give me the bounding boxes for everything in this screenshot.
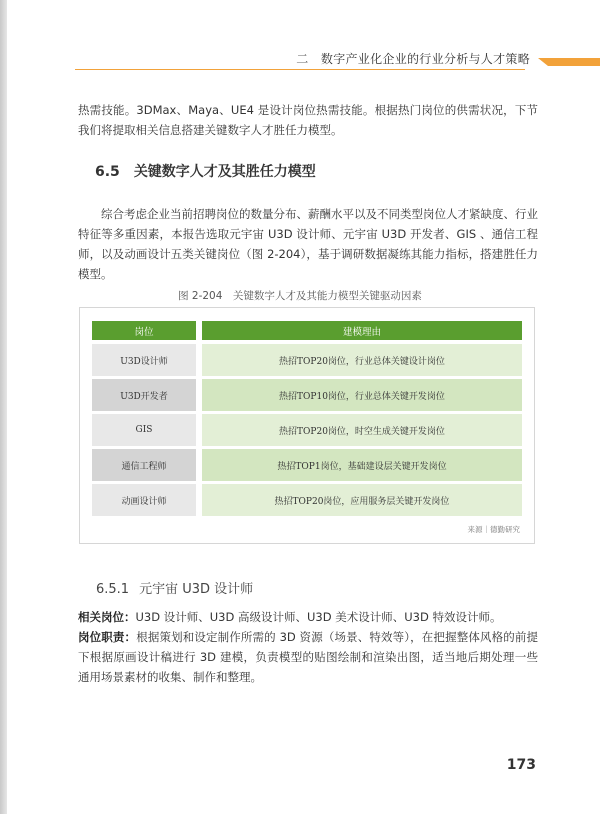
related-text: U3D 设计师、U3D 高级设计师、U3D 美术设计师、U3D 特效设计师。 (135, 610, 502, 624)
table-row-reason: 热招TOP20岗位，应用服务层关键开发岗位 (202, 484, 522, 516)
table-header-position: 岗位 (92, 321, 196, 340)
table-row-reason: 热招TOP20岗位，时空生成关键开发岗位 (202, 414, 522, 446)
duties-text: 根据策划和设定制作所需的 3D 资源（场景、特效等），在把握整体风格的前提下根据原画设计稿进行 3D 建模，负责模型的贴图绘制和渲染出图，适当地后期处理一些通用场景素材的收集、制作和整理。 (78, 630, 539, 684)
table-header-reason: 建模理由 (202, 321, 522, 340)
duties-label: 岗位职责： (78, 630, 137, 644)
table-row-reason: 热招TOP20岗位，行业总体关键设计岗位 (202, 344, 522, 376)
table-row-position: U3D设计师 (92, 344, 196, 376)
intro-paragraph: 热需技能。3DMax、Maya、UE4 是设计岗位热需技能。根据热门岗位的供需状况，下节我们将提取相关信息搭建关键数字人才胜任力模型。 (78, 103, 538, 137)
page-number: 173 (506, 757, 536, 773)
section-heading (95, 161, 316, 181)
header-rule (75, 69, 525, 70)
header-accent-tab (538, 58, 600, 66)
body-paragraph: 综合考虑企业当前招聘岗位的数量分布、薪酬水平以及不同类型岗位人才紧缺度、行业特征等多重因素，本报告选取元宇宙 U3D 设计师、元宇宙 U3D 开发者、GIS 、通信工程师，以及动画设计五类关键岗位（图 2-204），基于调研数据凝练其能力指标，搭建胜任力模型。 (78, 207, 538, 281)
table-row-position: 通信工程师 (92, 449, 196, 481)
figure-source: 来源｜德勤研究 (467, 525, 520, 534)
table-row-position: GIS (92, 414, 196, 446)
related-positions (78, 607, 538, 627)
table-row-position: U3D开发者 (92, 379, 196, 411)
table-row-reason: 热招TOP10岗位，行业总体关键开发岗位 (202, 379, 522, 411)
section-number: 6.5 (95, 164, 120, 180)
running-header: 二 数字产业化企业的行业分析与人才策略 (296, 52, 530, 66)
table-row-position: 动画设计师 (92, 484, 196, 516)
section-title: 关键数字人才及其胜任力模型 (133, 164, 316, 180)
page-binding-edge (0, 0, 7, 814)
related-label: 相关岗位： (78, 610, 136, 624)
subsection-title: 元宇宙 U3D 设计师 (139, 582, 254, 597)
figure-table-box (79, 307, 535, 544)
figure-caption: 图 2-204 关键数字人才及其能力模型关键驱动因素 (178, 290, 422, 302)
job-duties (78, 627, 538, 687)
subsection-number: 6.5.1 (96, 582, 130, 597)
subsection-heading (96, 578, 253, 597)
table-row-reason: 热招TOP1岗位，基础建设层关键开发岗位 (202, 449, 522, 481)
